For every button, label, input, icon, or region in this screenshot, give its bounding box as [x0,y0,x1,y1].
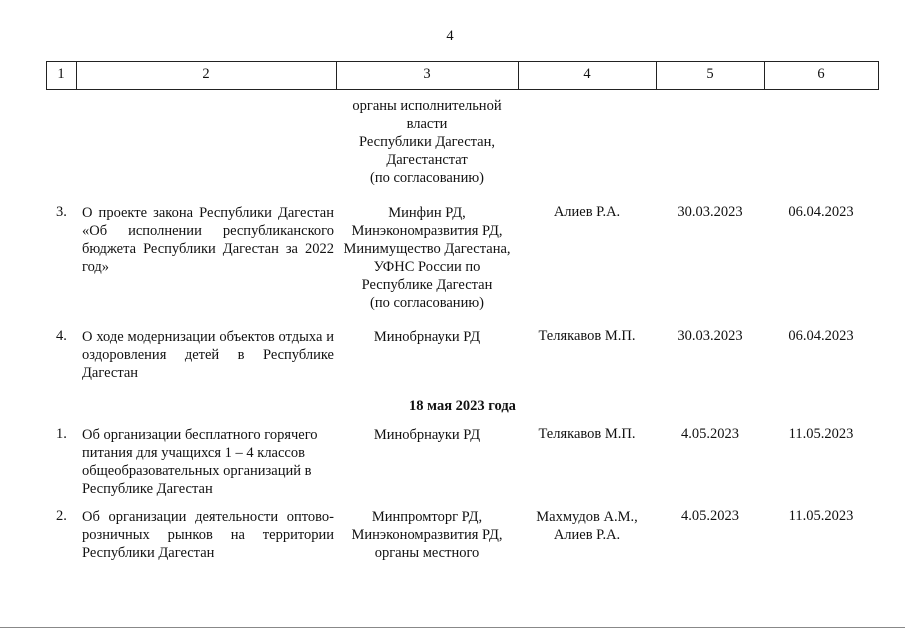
executor-line: Минпромторг РД, [371,509,483,525]
row-date-meeting: 06.04.2023 [788,204,854,220]
row-responsible: Алиев Р.А. [553,204,621,220]
responsible-line: Алиев Р.А. [553,527,621,543]
executor-line: Минэкономразвития РД, [351,223,503,239]
executor-line: Минимущество Дагестана, [343,241,511,257]
executor-line: Минфин РД, [388,205,466,221]
executor-line: органы исполнительной [352,98,502,114]
executor-line: Минэкономразвития РД, [351,527,503,543]
executor-line: органы местного [374,545,480,561]
row-date-prep: 30.03.2023 [677,204,743,220]
header-bottom-border [46,89,879,90]
executor-line: Минобрнауки РД [373,427,481,443]
row-date-meeting: 11.05.2023 [788,508,854,524]
topic-line: Об организации бесплатного горячего [82,427,318,443]
executor-line: УФНС России по [373,259,481,275]
executor-line: Республики Дагестан, [358,134,495,150]
executor-line: Дагестанстат [386,152,468,168]
row-number: 4. [56,328,67,344]
section-title: 18 мая 2023 года [409,398,516,414]
row-date-prep: 4.05.2023 [681,426,739,442]
header-col-4: 4 [583,66,591,82]
executor-line: (по согласованию) [370,170,484,186]
row-topic [82,426,334,498]
row-executor [336,426,518,444]
row-date-meeting: 11.05.2023 [788,426,854,442]
header-col-5: 5 [706,66,714,82]
row-date-prep: 4.05.2023 [681,508,739,524]
header-col-2: 2 [202,66,210,82]
executor-line: Минобрнауки РД [373,329,481,345]
row-topic: Об организации деятельности оптово-розничных рынков на территории Республики Дагестан [82,509,334,561]
header-col-1: 1 [57,66,65,82]
row-topic: О ходе модернизации объектов отдыха и оздоровления детей в Республике Дагестан [82,329,334,381]
row-topic: О проекте закона Республики Дагестан «Об исполнении республиканского бюджета Республики Дагестан за 2022 год» [82,205,334,275]
header-divider [878,61,879,89]
row-date-prep: 30.03.2023 [677,328,743,344]
row-responsible [518,508,656,544]
row-executor [336,328,518,346]
row-number: 2. [56,508,67,524]
topic-line: Республике Дагестан [82,481,213,497]
executor-line: (по согласованию) [370,295,484,311]
page-bottom-edge [0,627,905,628]
row-number: 3. [56,204,67,220]
topic-line: общеобразовательных организаций в [82,463,312,479]
topic-line: питания для учащихся 1 – 4 классов [82,445,305,461]
header-col-3: 3 [423,66,431,82]
header-col-6: 6 [817,66,825,82]
row-number: 1. [56,426,67,442]
header-top-border [46,61,879,62]
row-date-meeting: 06.04.2023 [788,328,854,344]
page-number: 4 [446,28,454,44]
row-executor [336,204,518,312]
row-responsible: Телякавов М.П. [538,328,636,344]
executor-line: власти [406,116,448,132]
row-responsible: Телякавов М.П. [538,426,636,442]
row-executor [336,508,518,562]
responsible-line: Махмудов А.М., [536,509,638,525]
executor-line: Республике Дагестан [361,277,493,293]
continuation-executor [336,97,518,187]
